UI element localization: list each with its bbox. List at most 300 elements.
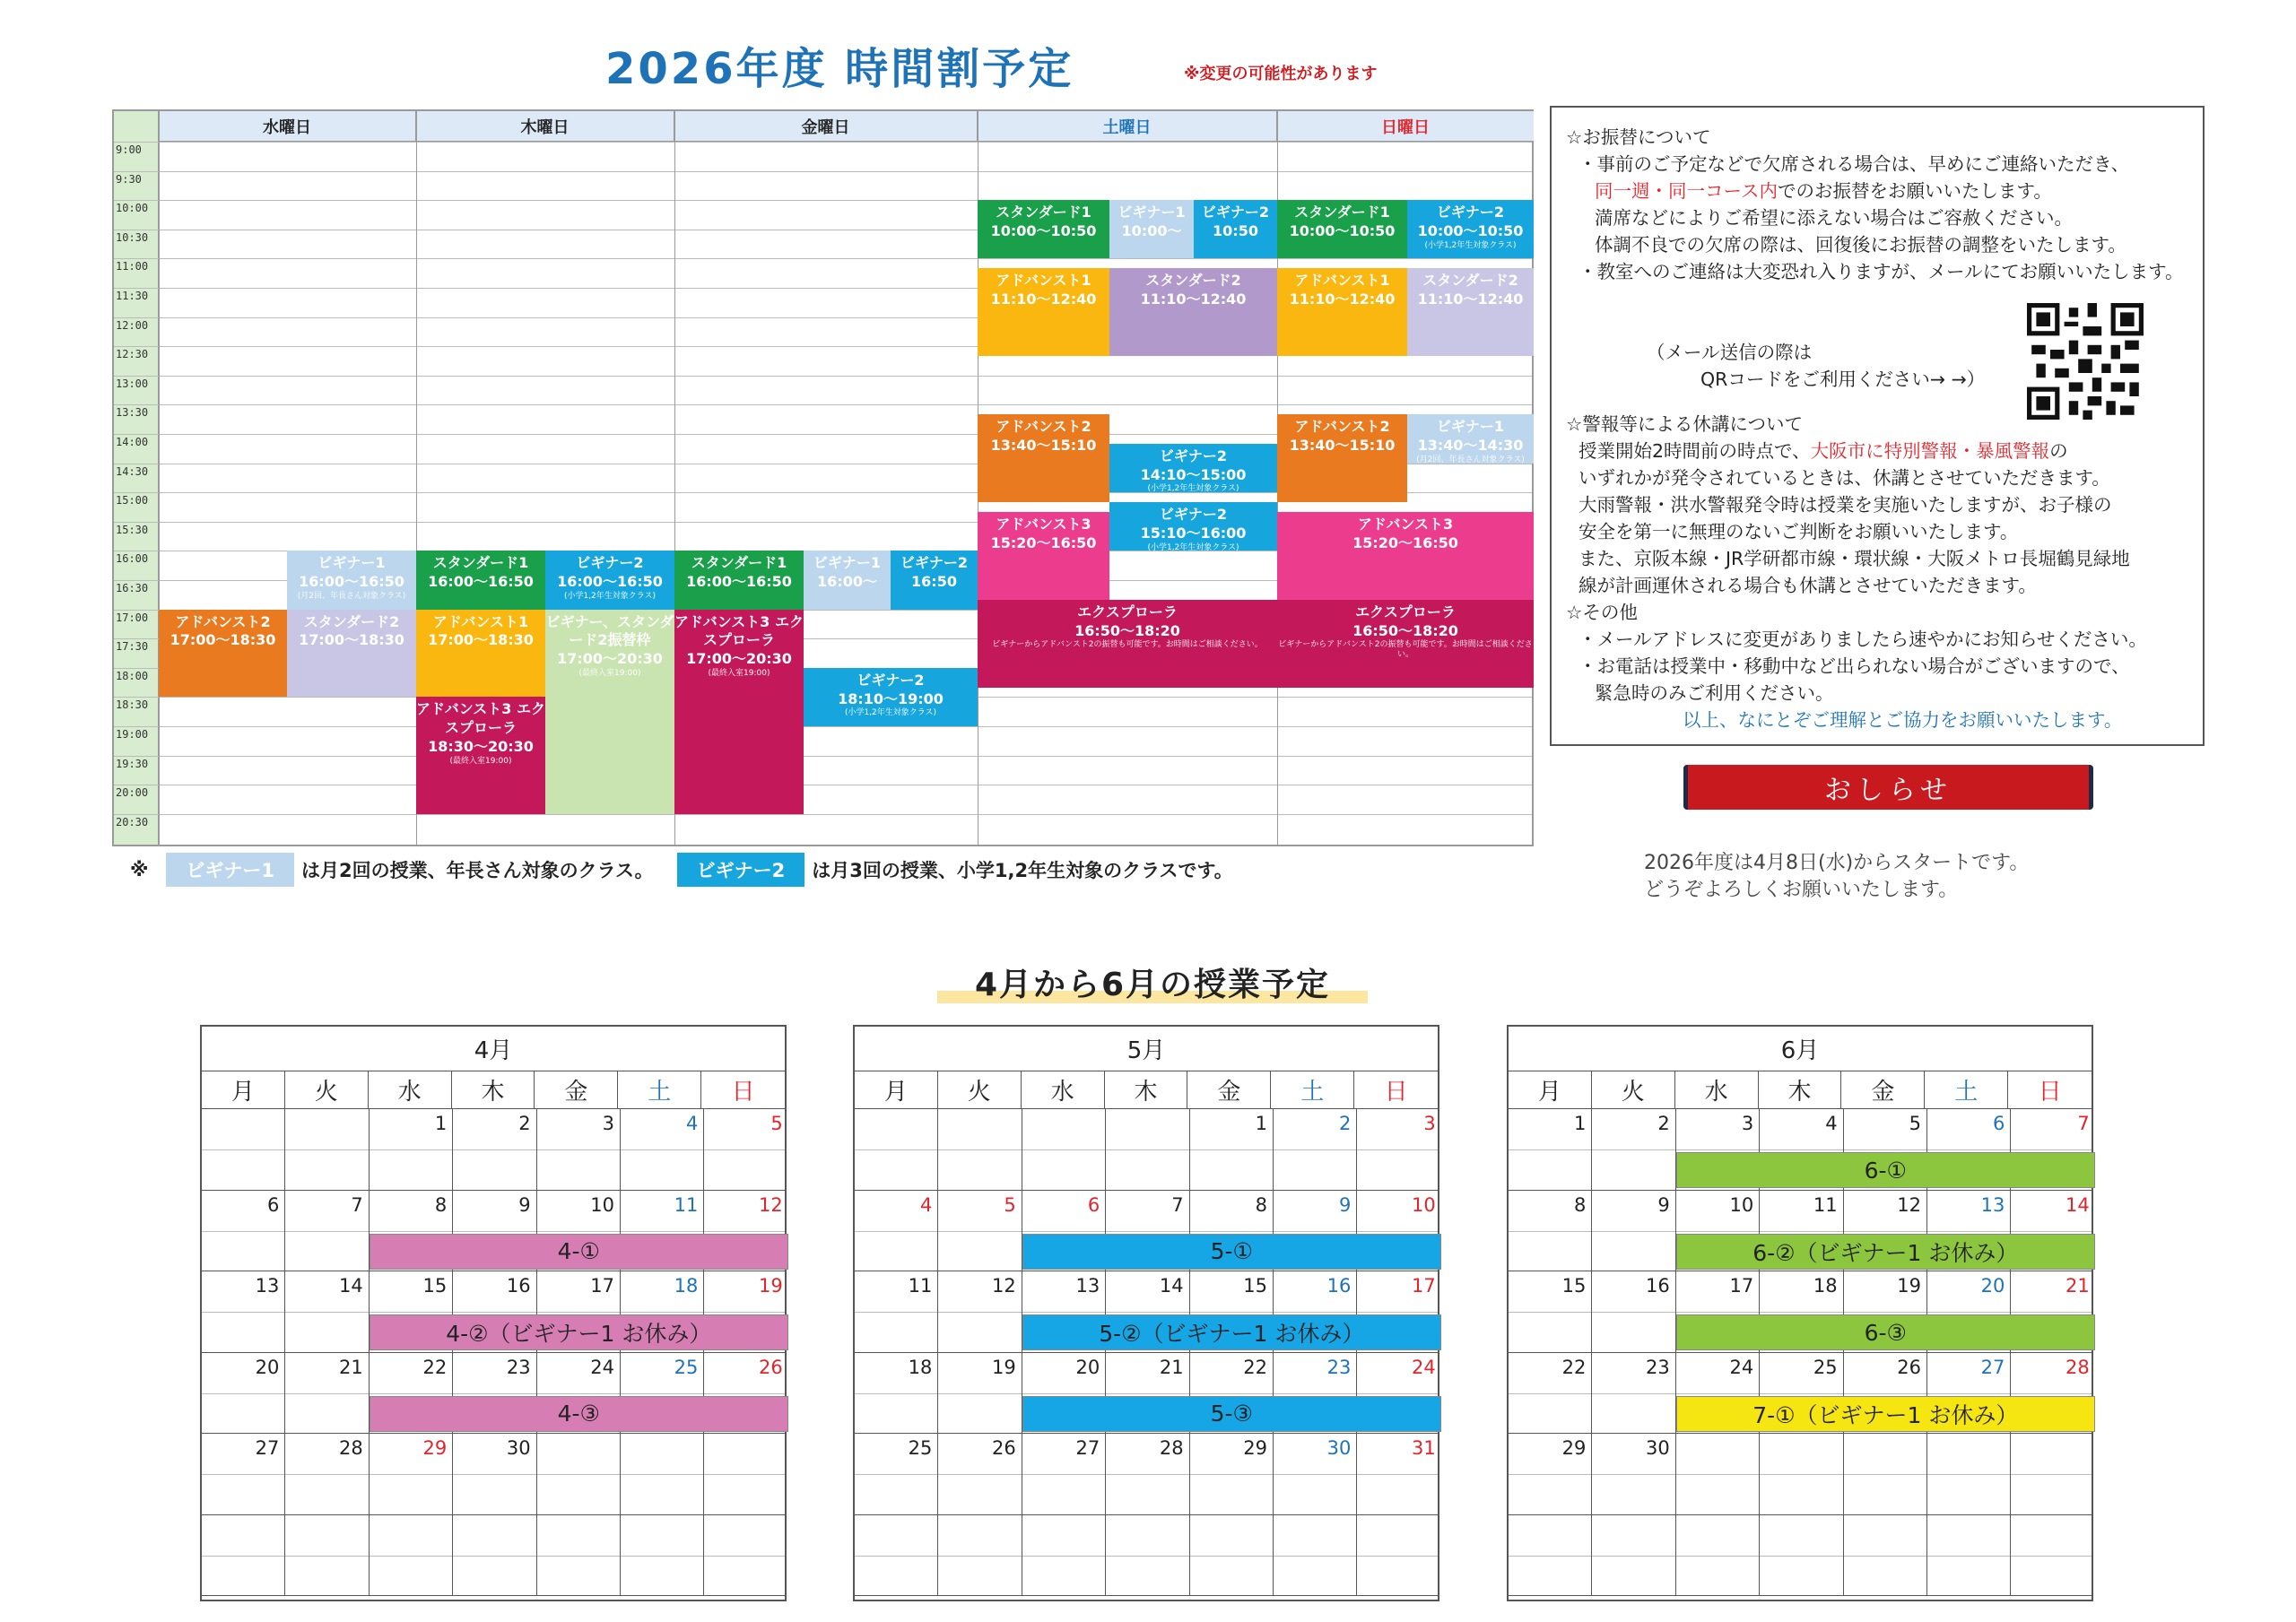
day-number: 6 bbox=[267, 1193, 280, 1216]
class-note: (月2回、年長さん対象クラス) bbox=[1416, 455, 1525, 464]
day-cell bbox=[1844, 1434, 1927, 1514]
day-number: 17 bbox=[590, 1275, 614, 1297]
info-line: の bbox=[2049, 440, 2068, 462]
day-number: 17 bbox=[1412, 1275, 1436, 1297]
day-number: 24 bbox=[1729, 1356, 1754, 1378]
day-number: 11 bbox=[1813, 1193, 1838, 1216]
day-cell bbox=[1509, 1434, 1592, 1514]
info-highlight: 同一週・同一コース内 bbox=[1595, 180, 1778, 202]
class-note: (月2回、年長さん対象クラス) bbox=[297, 591, 406, 601]
legend-beginner1: ビギナー1 bbox=[166, 853, 294, 887]
day-cell bbox=[1592, 1191, 1675, 1271]
qr-code-icon[interactable] bbox=[2027, 303, 2144, 420]
day-cell bbox=[1357, 1515, 1440, 1596]
day-cell bbox=[855, 1191, 938, 1271]
timetable bbox=[112, 109, 1534, 846]
class-block bbox=[545, 610, 674, 814]
day-number: 20 bbox=[1980, 1275, 2005, 1297]
class-name: アドバンスト2 bbox=[175, 612, 271, 630]
day-number: 10 bbox=[590, 1193, 614, 1216]
info-line: 線が計画運休される場合も休講とさせていただきます。 bbox=[1578, 575, 2037, 596]
day-number: 2 bbox=[518, 1113, 531, 1134]
change-note: ※変更の可能性があります bbox=[1184, 65, 1378, 83]
day-cell bbox=[285, 1353, 369, 1434]
page-title: 2026年度 時間割予定 bbox=[605, 44, 1074, 94]
day-cell bbox=[453, 1109, 536, 1190]
weekday-label: 水 bbox=[1675, 1071, 1759, 1108]
day-cell bbox=[1927, 1515, 2011, 1596]
grid-row-line bbox=[114, 376, 1532, 377]
legend-beginner2-text: は月3回の授業、小学1,2年生対象のクラスです。 bbox=[812, 860, 1233, 881]
day-number: 28 bbox=[1159, 1437, 1184, 1459]
day-header-wed: 水曜日 bbox=[159, 111, 416, 142]
class-name: ビギナー2 bbox=[1201, 204, 1270, 221]
info-line: ・教室へのご連絡は大変恐れ入りますが、メールにてお願いいたします。 bbox=[1578, 261, 2184, 282]
class-name: ビギナー1 bbox=[317, 554, 386, 572]
class-time: 18:30〜20:30 bbox=[428, 737, 534, 755]
grid-row-line bbox=[114, 814, 1532, 815]
time-label: 9:30 bbox=[116, 172, 142, 186]
day-cell bbox=[621, 1434, 704, 1514]
info-line: 体調不良での欠席の際は、回復後にお振替の調整をいたします。 bbox=[1595, 234, 2126, 256]
day-cell bbox=[1844, 1515, 1927, 1596]
class-block bbox=[1109, 502, 1277, 551]
day-number: 9 bbox=[1657, 1193, 1670, 1216]
class-note: ビギナーからアドバンスト2の振替も可能です。お時間はご相談ください。 bbox=[992, 640, 1263, 650]
lesson-week-band: 5-②（ビギナー1 お休み） bbox=[1022, 1314, 1441, 1350]
class-time: 10:00〜10:50 bbox=[1289, 221, 1396, 239]
class-block bbox=[891, 551, 978, 609]
day-cell bbox=[537, 1434, 621, 1514]
day-cell bbox=[1190, 1434, 1274, 1514]
class-note: (最終入室19:00) bbox=[578, 668, 641, 678]
day-number: 26 bbox=[992, 1437, 1016, 1459]
day-number: 13 bbox=[1980, 1193, 2005, 1216]
class-name: ビギナー2 bbox=[1436, 204, 1505, 221]
info-line: ・メールアドレスに変更がありましたら速やかにお知らせください。 bbox=[1578, 629, 2147, 650]
class-block bbox=[1407, 268, 1534, 356]
day-number: 18 bbox=[1813, 1275, 1838, 1297]
month-calendar bbox=[853, 1025, 1439, 1601]
time-label: 13:30 bbox=[116, 406, 149, 420]
day-cell bbox=[938, 1191, 1022, 1271]
class-name: ビギナー、スタンダード2振替枠 bbox=[545, 612, 674, 649]
day-number: 22 bbox=[1243, 1356, 1267, 1378]
day-number: 20 bbox=[1075, 1356, 1100, 1378]
class-block bbox=[1407, 200, 1534, 258]
time-label: 14:00 bbox=[116, 436, 149, 448]
calendar-week bbox=[1509, 1515, 2092, 1597]
class-time: 15:10〜16:00 bbox=[1140, 524, 1247, 542]
day-cell bbox=[1927, 1434, 2011, 1514]
day-cell bbox=[285, 1271, 369, 1352]
info-line: 緊急時のみご利用ください。 bbox=[1595, 682, 1834, 704]
class-block bbox=[1407, 414, 1534, 463]
day-header-thu: 木曜日 bbox=[416, 111, 674, 142]
day-cell bbox=[855, 1109, 938, 1190]
day-number: 2 bbox=[1339, 1113, 1352, 1134]
class-time: 10:00〜10:50 bbox=[990, 221, 1097, 239]
class-block bbox=[1277, 414, 1407, 502]
class-time: 15:20〜16:50 bbox=[1352, 533, 1458, 551]
calendar-week bbox=[855, 1434, 1438, 1515]
day-cell bbox=[1106, 1109, 1189, 1190]
day-number: 25 bbox=[674, 1356, 699, 1378]
class-block bbox=[674, 551, 804, 609]
day-number: 24 bbox=[590, 1356, 614, 1378]
day-cell bbox=[2011, 1515, 2094, 1596]
day-number: 19 bbox=[992, 1356, 1016, 1378]
class-time: 18:10〜19:00 bbox=[838, 690, 944, 707]
weekday-label: 日 bbox=[2038, 1079, 2062, 1106]
month-calendar bbox=[200, 1025, 787, 1601]
day-number: 17 bbox=[1729, 1275, 1754, 1297]
grid-row-line bbox=[114, 726, 1532, 727]
class-name: スタンダード2 bbox=[303, 612, 400, 630]
info-line: 授業開始2時間前の時点で、 bbox=[1578, 440, 1811, 462]
lesson-week-band: 4-②（ビギナー1 お休み） bbox=[370, 1314, 788, 1350]
class-time: 10:00〜10:50 bbox=[1417, 221, 1524, 239]
class-time: 13:40〜14:30 bbox=[1417, 437, 1524, 455]
info-box bbox=[1550, 106, 2205, 746]
time-label: 12:30 bbox=[116, 348, 149, 361]
info-heading-closure: ☆警報等による休講について bbox=[1566, 413, 1803, 435]
day-cell bbox=[202, 1109, 285, 1190]
weekday-label: 火 bbox=[285, 1071, 369, 1108]
calendar-week bbox=[202, 1515, 785, 1597]
class-time: 11:10〜12:40 bbox=[1417, 291, 1524, 308]
day-cell bbox=[1274, 1434, 1357, 1514]
class-note: (小学1,2年生対象クラス) bbox=[563, 591, 657, 601]
weekday-label: 火 bbox=[1592, 1071, 1675, 1108]
day-number: 21 bbox=[2066, 1275, 2090, 1297]
day-number: 16 bbox=[506, 1275, 531, 1297]
class-time: 16:50〜18:20 bbox=[1074, 621, 1180, 639]
day-number: 29 bbox=[1243, 1437, 1267, 1459]
class-block bbox=[674, 610, 804, 814]
grid-row-line bbox=[114, 171, 1532, 172]
class-block bbox=[1277, 268, 1407, 356]
day-number: 26 bbox=[759, 1356, 783, 1378]
day-number: 7 bbox=[351, 1193, 363, 1216]
day-number: 16 bbox=[1326, 1275, 1352, 1297]
day-number: 5 bbox=[770, 1113, 783, 1134]
info-closing: 以上、なにとぞご理解とご協力をお願いいたします。 bbox=[1683, 709, 2123, 731]
class-time: 13:40〜15:10 bbox=[1289, 437, 1396, 455]
day-number: 10 bbox=[1729, 1193, 1754, 1216]
class-time: 17:00〜20:30 bbox=[557, 650, 663, 668]
day-cell bbox=[1509, 1353, 1592, 1434]
day-number: 15 bbox=[1561, 1275, 1587, 1297]
class-block bbox=[978, 512, 1109, 600]
day-number: 31 bbox=[1412, 1437, 1436, 1459]
legend bbox=[130, 852, 1233, 888]
class-time: 16:00〜16:50 bbox=[686, 573, 792, 591]
month-title: 6月 bbox=[1509, 1027, 2092, 1071]
time-label: 15:00 bbox=[116, 494, 149, 507]
class-time: 11:10〜12:40 bbox=[1289, 291, 1396, 308]
day-cell bbox=[704, 1515, 787, 1596]
info-line: 安全を第一に無理のないご判断をお願いいたします。 bbox=[1578, 521, 2019, 542]
day-number: 7 bbox=[1171, 1193, 1184, 1216]
calendar-week bbox=[202, 1434, 785, 1515]
day-cell bbox=[453, 1515, 536, 1596]
time-label: 17:30 bbox=[116, 640, 149, 654]
time-label: 10:30 bbox=[116, 230, 149, 244]
day-cell bbox=[855, 1515, 938, 1596]
day-number: 26 bbox=[1897, 1356, 1921, 1378]
weekday-label: 土 bbox=[1925, 1071, 2008, 1108]
class-name: ビギナー1 bbox=[1118, 204, 1186, 221]
day-number: 3 bbox=[602, 1113, 614, 1134]
class-name: ビギナー1 bbox=[813, 554, 882, 572]
class-block bbox=[978, 600, 1277, 688]
day-cell bbox=[621, 1109, 704, 1190]
class-note: (小学1,2年生対象クラス) bbox=[844, 708, 937, 718]
day-cell bbox=[202, 1191, 285, 1271]
day-cell bbox=[1190, 1515, 1274, 1596]
info-line: 満席などによりご希望に添えない場合はご容赦ください。 bbox=[1595, 207, 2073, 229]
info-line: ・お電話は授業中・移動中など出られない場合がございますので、 bbox=[1578, 655, 2130, 677]
day-cell bbox=[1760, 1515, 1843, 1596]
legend-mark: ※ bbox=[130, 859, 149, 880]
weekday-label: 金 bbox=[535, 1071, 618, 1108]
class-name: スタンダード1 bbox=[432, 554, 529, 572]
day-number: 22 bbox=[1561, 1356, 1587, 1378]
calendar-week bbox=[202, 1109, 785, 1191]
class-block bbox=[978, 268, 1109, 356]
day-cell bbox=[2011, 1434, 2094, 1514]
class-block bbox=[287, 610, 416, 698]
day-number: 21 bbox=[339, 1356, 363, 1378]
info-line: でのお振替をお願いいたします。 bbox=[1777, 180, 2052, 202]
lesson-week-band: 5-③ bbox=[1022, 1396, 1441, 1432]
time-label: 13:00 bbox=[116, 377, 149, 390]
day-cell bbox=[537, 1515, 621, 1596]
class-time: 16:50 bbox=[911, 573, 957, 591]
day-cell bbox=[1592, 1271, 1675, 1352]
day-number: 14 bbox=[339, 1275, 363, 1297]
time-label: 9:00 bbox=[116, 143, 142, 156]
class-name: スタンダード1 bbox=[996, 204, 1091, 221]
month-title: 4月 bbox=[202, 1027, 785, 1071]
class-block bbox=[1194, 200, 1277, 258]
day-number: 30 bbox=[1326, 1437, 1352, 1459]
class-name: アドバンスト3 エクスプローラ bbox=[674, 612, 804, 649]
day-number: 3 bbox=[1741, 1113, 1754, 1134]
time-label: 20:00 bbox=[116, 786, 149, 800]
info-line: また、京阪本線・JR学研都市線・環状線・大阪メトロ長堀鶴見緑地 bbox=[1578, 548, 2130, 569]
day-cell bbox=[1509, 1515, 1592, 1596]
info-heading-other: ☆その他 bbox=[1566, 602, 1638, 623]
day-cell bbox=[704, 1109, 787, 1190]
notice-line-1: 2026年度は4月8日(水)からスタートです。 bbox=[1644, 852, 2030, 874]
day-number: 28 bbox=[2066, 1356, 2090, 1378]
class-block bbox=[416, 551, 545, 609]
time-label: 11:00 bbox=[116, 260, 149, 273]
class-note: (最終入室19:00) bbox=[449, 756, 512, 766]
weekday-label: 月 bbox=[855, 1071, 938, 1108]
day-number: 18 bbox=[674, 1275, 699, 1297]
day-number: 28 bbox=[339, 1437, 363, 1459]
class-name: ビギナー2 bbox=[1159, 447, 1228, 464]
day-number: 23 bbox=[1646, 1356, 1670, 1378]
weekday-label: 木 bbox=[452, 1071, 535, 1108]
day-header-fri: 金曜日 bbox=[674, 111, 978, 142]
day-cell bbox=[1676, 1434, 1760, 1514]
time-label: 14:30 bbox=[116, 464, 149, 478]
lesson-week-band: 6-③ bbox=[1676, 1314, 2095, 1350]
day-cell bbox=[1022, 1109, 1106, 1190]
day-number: 14 bbox=[1159, 1275, 1184, 1297]
grid-row-line bbox=[114, 756, 1532, 757]
day-cell bbox=[202, 1353, 285, 1434]
weekday-label: 水 bbox=[369, 1071, 452, 1108]
day-number: 3 bbox=[1423, 1113, 1436, 1134]
class-block bbox=[804, 551, 891, 609]
day-number: 27 bbox=[1075, 1437, 1100, 1459]
day-number: 23 bbox=[1326, 1356, 1352, 1378]
day-cell bbox=[1592, 1515, 1675, 1596]
class-name: スタンダード1 bbox=[1294, 204, 1390, 221]
grid-row-line bbox=[114, 258, 1532, 259]
info-line: QRコードをご利用ください→ →） bbox=[1700, 369, 1986, 390]
day-cell bbox=[537, 1109, 621, 1190]
class-time: 11:10〜12:40 bbox=[1140, 291, 1247, 308]
class-name: ビギナー2 bbox=[576, 554, 644, 572]
class-name: アドバンスト1 bbox=[1294, 272, 1390, 290]
grid-row-line bbox=[114, 404, 1532, 405]
day-cell bbox=[285, 1515, 369, 1596]
class-time: 13:40〜15:10 bbox=[990, 437, 1097, 455]
class-block bbox=[545, 551, 674, 609]
day-cell bbox=[1106, 1434, 1189, 1514]
class-time: 17:00〜20:30 bbox=[686, 650, 792, 668]
day-number: 1 bbox=[434, 1113, 448, 1134]
class-block bbox=[1277, 512, 1534, 600]
day-cell bbox=[938, 1434, 1022, 1514]
day-number: 19 bbox=[1897, 1275, 1921, 1297]
grid-row-line bbox=[114, 142, 1532, 143]
class-block bbox=[1109, 200, 1194, 258]
day-number: 11 bbox=[908, 1275, 933, 1297]
day-cell bbox=[370, 1515, 453, 1596]
day-number: 21 bbox=[1159, 1356, 1184, 1378]
day-cell bbox=[1592, 1353, 1675, 1434]
time-label: 17:00 bbox=[116, 611, 149, 624]
info-heading-transfer: ☆お振替について bbox=[1566, 126, 1711, 148]
time-label: 16:00 bbox=[116, 552, 149, 566]
class-block bbox=[416, 610, 545, 698]
class-time: 17:00〜18:30 bbox=[299, 631, 404, 649]
grid-col-line bbox=[159, 111, 160, 845]
day-number: 8 bbox=[1255, 1193, 1267, 1216]
calendar-subtitle: 4月から6月の授業予定 bbox=[974, 967, 1331, 1003]
day-number: 5 bbox=[1004, 1193, 1016, 1216]
day-number: 27 bbox=[255, 1437, 280, 1459]
calendar-week bbox=[1509, 1434, 2092, 1515]
class-block bbox=[978, 414, 1109, 502]
weekday-label: 月 bbox=[202, 1071, 285, 1108]
day-number: 25 bbox=[908, 1437, 933, 1459]
weekday-label: 木 bbox=[1759, 1071, 1842, 1108]
day-cell bbox=[1509, 1109, 1592, 1190]
day-number: 23 bbox=[506, 1356, 531, 1378]
time-label: 12:00 bbox=[116, 318, 149, 332]
class-name: アドバンスト3 エクスプローラ bbox=[416, 700, 545, 737]
class-name: ビギナー1 bbox=[1436, 418, 1505, 436]
time-label: 19:00 bbox=[116, 728, 149, 741]
notice-banner: おしらせ bbox=[1683, 765, 2093, 810]
month-calendar bbox=[1507, 1025, 2093, 1601]
info-line: いずれかが発令されているときは、休講とさせていただきます。 bbox=[1578, 467, 2110, 489]
class-time: 11:10〜12:40 bbox=[990, 291, 1097, 308]
weekday-label: 土 bbox=[618, 1071, 701, 1108]
weekday-label: 火 bbox=[938, 1071, 1022, 1108]
class-block bbox=[1109, 444, 1277, 492]
day-number: 4 bbox=[1825, 1113, 1838, 1134]
class-name: スタンダード2 bbox=[1422, 272, 1518, 290]
legend-beginner1-text: は月2回の授業、年長さん対象のクラス。 bbox=[301, 860, 654, 881]
legend-beginner2: ビギナー2 bbox=[677, 853, 805, 887]
time-label: 20:30 bbox=[116, 815, 149, 828]
class-block bbox=[978, 200, 1109, 258]
calendar-week bbox=[855, 1515, 1438, 1597]
day-cell bbox=[1357, 1109, 1440, 1190]
class-name: アドバンスト2 bbox=[996, 418, 1091, 436]
weekday-label: 金 bbox=[1187, 1071, 1271, 1108]
day-number: 6 bbox=[1087, 1193, 1100, 1216]
month-title: 5月 bbox=[855, 1027, 1438, 1071]
weekday-label: 日 bbox=[731, 1079, 755, 1106]
class-name: アドバンスト2 bbox=[1294, 418, 1390, 436]
class-time: 16:50〜18:20 bbox=[1352, 621, 1458, 639]
time-label: 19:30 bbox=[116, 757, 149, 770]
lesson-week-band: 4-③ bbox=[370, 1396, 788, 1432]
info-line: （メール送信の際は bbox=[1647, 342, 1813, 363]
class-block bbox=[1277, 200, 1407, 258]
time-label: 15:30 bbox=[116, 523, 149, 536]
day-number: 9 bbox=[518, 1193, 531, 1216]
day-cell bbox=[938, 1109, 1022, 1190]
day-number: 29 bbox=[422, 1437, 448, 1459]
day-cell bbox=[621, 1515, 704, 1596]
day-number: 8 bbox=[434, 1193, 448, 1216]
day-number: 12 bbox=[759, 1193, 783, 1216]
day-cell bbox=[202, 1434, 285, 1514]
day-number: 22 bbox=[422, 1356, 448, 1378]
class-block bbox=[287, 551, 416, 609]
day-cell bbox=[1509, 1191, 1592, 1271]
day-cell bbox=[370, 1434, 453, 1514]
class-block bbox=[159, 610, 287, 698]
day-cell bbox=[285, 1191, 369, 1271]
day-number: 4 bbox=[920, 1193, 933, 1216]
day-cell bbox=[1676, 1515, 1760, 1596]
class-name: アドバンスト1 bbox=[432, 612, 529, 630]
day-cell bbox=[1022, 1434, 1106, 1514]
info-line: 大雨警報・洪水警報発令時は授業を実施いたしますが、お子様の bbox=[1578, 494, 2112, 516]
day-cell bbox=[202, 1271, 285, 1352]
day-cell bbox=[1190, 1109, 1274, 1190]
day-number: 6 bbox=[1993, 1113, 2005, 1134]
lesson-week-band: 4-① bbox=[370, 1234, 788, 1270]
day-cell bbox=[855, 1434, 938, 1514]
class-name: ビギナー2 bbox=[857, 671, 925, 689]
day-number: 10 bbox=[1412, 1193, 1436, 1216]
class-name: アドバンスト1 bbox=[996, 272, 1091, 290]
day-cell bbox=[938, 1271, 1022, 1352]
